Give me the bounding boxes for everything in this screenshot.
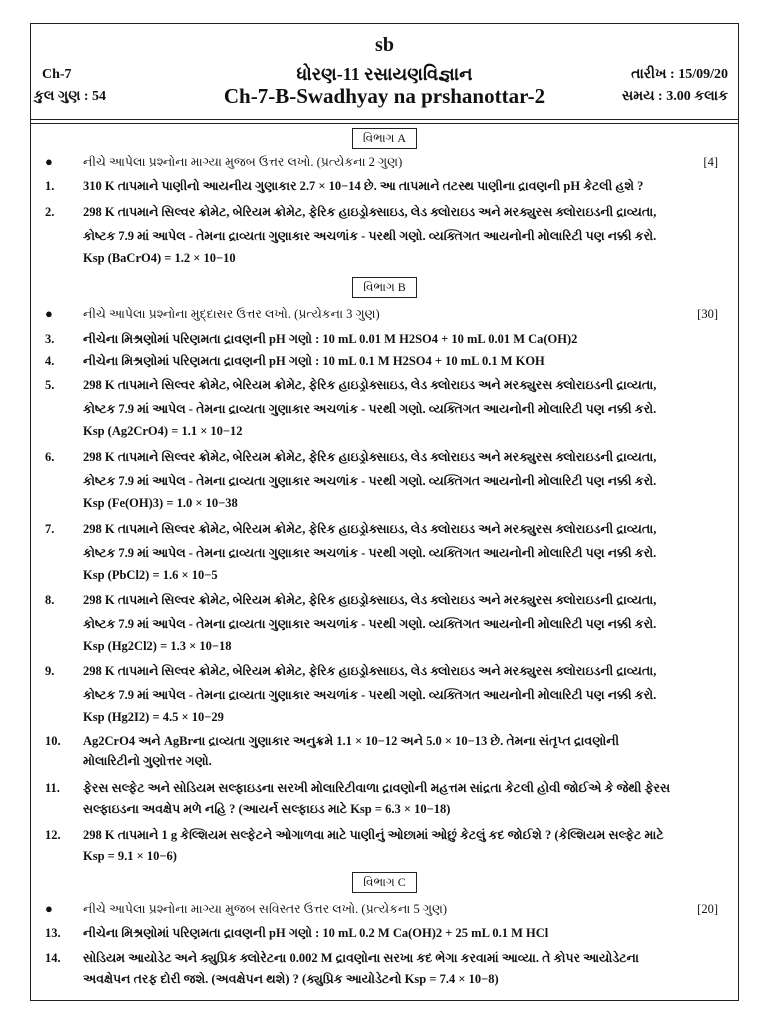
section-c-marks: [20] [697, 902, 718, 916]
page-frame: sb ધોરણ-11 રસાયણવિજ્ઞાન Ch-7-B-Swadhyay na prshanottar-2 Ch-7 કુલ ગુણ : 54 તારીખ : 15/09/20 સમય : 3.00 કલાક વિભાગ A ● નીચે આપેલા પ્રશ્નોના માગ્યા મુજબ ઉત્તર લખો. (પ્રત્યેકના 2 ગુણ) [4] 1. 310 K તાપમાને પાણીનો આયનીય ગુણાકાર 2.7 × 10−14 છે. આ તાપમાને તટસ્થ પાણીના દ્રાવણની pH કેટલી હશે ? 2. 298 K તાપમાને સિલ્વર ક્રોમેટ, બેરિયમ ક્રોમેટ, ફેરિક હાઇડ્રોક્સાઇડ, લેડ ક્લોરાઇડ અને મરક્યુરસ ક્લોરાઇડની દ્રાવ્યતા, કોષ્ટક 7.9 માં આપેલ - તેમના દ્રાવ્યતા ગુણાકાર અચળાંક - પરથી ગણો. વ્યક્તિગત આયનોની મોલારિટી પણ નક્કી કરો. Ksp (BaCrO4) = 1.2 × 10−10 વિભાગ B ● નીચે આપેલા પ્રશ્નોના મુદ્દાસર ઉત્તર લખો. (પ્રત્યેકના 3 ગુણ) [30] 3. નીચેના મિશ્રણોમાં પરિણમતા દ્રાવણની pH ગણો : 10 mL 0.01 M H2SO4 + 10 mL 0.01 M Ca(OH)2 4. નીચેના મિશ્રણોમાં પરિણમતા દ્રાવણની pH ગણો : 10 mL 0.1 M H2SO4 + 10 mL 0.1 M KOH 5. 298 K તાપમાને સિલ્વર ક્રોમેટ, બેરિયમ ક્રોમેટ, ફેરિક હાઇડ્રોક્સાઇડ, લેડ ક્લોરાઇડ અને મરક્યુરસ ક્લોરાઇડની દ્રાવ્યતા, કોષ્ટક 7.9 માં આપેલ - તેમના દ્રાવ્યતા ગુણાકાર અચળાંક - પરથી ગણો. વ્યક્તિગત આયનોની મોલારિટી પણ નક્કી કરો. Ksp (Ag2CrO4) = 1.1 × 10−12 6. 298 K તાપમાને સિલ્વર ક્રોમેટ, બેરિયમ ક્રોમેટ, ફેરિક હાઇડ્રોક્સાઇડ, લેડ ક્લોરાઇડ અને મરક્યુરસ ક્લોરાઇડની દ્રાવ્યતા, કોષ્ટક 7.9 માં આપેલ - તેમના દ્રાવ્યતા ગુણાકાર અચળાંક - પરથી ગણો. વ્યક્તિગત આયનોની મોલારિટી પણ નક્કી કરો. Ksp (Fe(OH)3) = 1.0 × 10−38 7. 298 K તાપમાને સિલ્વર ક્રોમેટ, બેરિયમ ક્રોમેટ, ફેરિક હાઇડ્રોક્સાઇડ, લેડ ક્લોરાઇડ અને મરક્યુરસ ક્લોરાઇડની દ્રાવ્યતા, કોષ્ટક 7.9 માં આપેલ - તેમના દ્રાવ્યતા ગુણાકાર અચળાંક - પરથી ગણો. વ્યક્તિગત આયનોની મોલારિટી પણ નક્કી કરો. Ksp (PbCl2) = 1.6 × 10−5 8. 298 K તાપમાને સિલ્વર ક્રોમેટ, બેરિયમ ક્રોમેટ, ફેરિક હાઇડ્રોક્સાઇડ, લેડ ક્લોરાઇડ અને મરક્યુરસ ક્લોરાઇડની દ્રાવ્યતા, કોષ્ટક 7.9 માં આપેલ - તેમના દ્રાવ્યતા ગુણાકાર અચળાંક - પરથી ગણો. વ્યક્તિગત આયનોની મોલારિટી પણ નક્કી કરો. Ksp (Hg2Cl2) = 1.3 × 10−18 9. 298 K તાપમાને સિલ્વર ક્રોમેટ, બેરિયમ ક્રોમેટ, ફેરિક હાઇડ્રોક્સાઇડ, લેડ ક્લોરાઇડ અને મરક્યુરસ ક્લોરાઇડની દ્રાવ્યતા, કોષ્ટક 7.9 માં આપેલ - તેમના દ્રાવ્યતા ગુણાકાર અચળાંક - પરથી ગણો. વ્યક્તિગત આયનોની મોલારિટી પણ નક્કી કરો. Ksp (Hg2I2) = 4.5 × 10−29 10. Ag2CrO4 અને AgBrના દ્રાવ્યતા ગુણાકાર અનુક્રમે 1.1 × 10−12 અને 5.0 × 10−13 છે. તેમના સંતૃપ્ત દ્રાવણોની મોલારિટીનો ગુણોત્તર ગણો. 11. ફેરસ સલ્ફેટ અને સોડિયમ સલ્ફાઇડના સરખી મોલારિટીવાળા દ્રાવણોની મહત્તમ સાંદ્રતા કેટલી હોવી જોઈએ કે જેથી ફેરસ સલ્ફાઇડના અવક્ષેપ મળે નહિ ? (આયર્ન સલ્ફાઇડ માટે Ksp = 6.3 × 10−18) 12. 298 K તાપમાને 1 g કેલ્શિયમ સલ્ફેટને ઓગાળવા માટે પાણીનું ઓછામાં ઓછું કેટલું કદ જોઈશે ? (કેલ્શિયમ સલ્ફેટ માટે Ksp = 9.1 × 10−6) વિભાગ C ● નીચે આપેલા પ્રશ્નોના માગ્યા મુજબ સવિસ્તર ઉત્તર લખો. (પ્રત્યેકના 5 ગુણ) [20] 13. નીચેના મિશ્રણોમાં પરિણમતા દ્રાવણની pH ગણો : 10 mL 0.2 M Ca(OH)2 + 25 mL 0.1 M HCl 14. સોડિયમ આયોડેટ અને ક્યુપ્રિક ક્લોરેટના 0.002 M દ્રાવણોના સરખા કદ ભેગા કરવામાં આવ્યા. તે કોપર આયોડેટના અવક્ષેપન તરફ દોરી જશે. (અવક્ષેપન થશે) ? (ક્યુપ્રિક આયોડેટનો Ksp = 7.4 × 10−8) [30, 23, 739, 1001]
header-divider [31, 119, 738, 120]
brand-logo-text: sb [375, 34, 394, 56]
standard-subject: ધોરણ-11 રસાયણવિજ્ઞાન [296, 64, 473, 84]
page-title: Ch-7-B-Swadhyay na prshanottar-2 [223, 84, 546, 108]
section-b-marks: [30] [697, 307, 718, 321]
section-c-label: વિભાગ C [31, 872, 738, 893]
bullet-icon: ● [45, 901, 53, 916]
section-a-label: વિભાગ A [31, 128, 738, 149]
section-a-marks: [4] [703, 155, 718, 169]
total-marks: કુલ ગુણ : 54 [34, 89, 107, 104]
bullet-icon: ● [45, 154, 53, 169]
bullet-icon: ● [45, 306, 53, 321]
section-b-label: વિભાગ B [31, 277, 738, 298]
chapter-label: Ch-7 [42, 67, 72, 82]
time-label: સમય : 3.00 કલાક [621, 89, 728, 104]
date-label: તારીખ : 15/09/20 [631, 67, 728, 82]
header [31, 24, 738, 119]
header-divider-2 [31, 123, 738, 124]
